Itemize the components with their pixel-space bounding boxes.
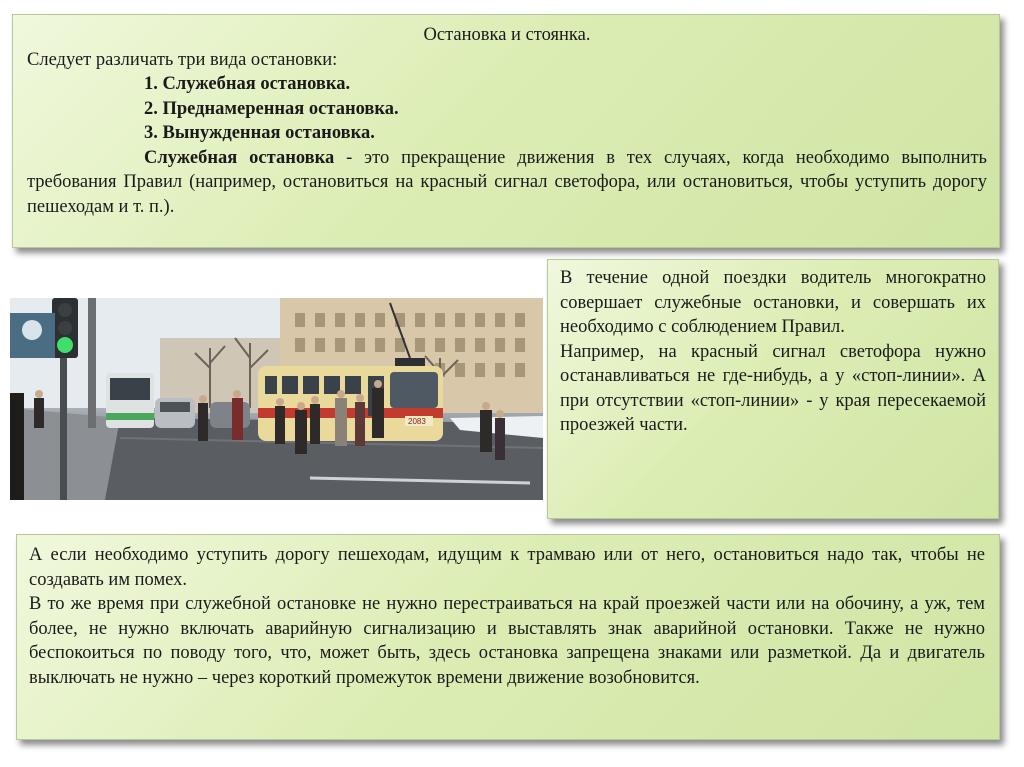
intro-text: Следует различать три вида остановки:: [27, 49, 338, 70]
list-item-2: 2. Преднамеренная остановка.: [144, 98, 399, 119]
bottom-text-box: [16, 534, 1000, 740]
right-paragraph-1: В течение одной поездки водитель многократно совершает служебные остановки, и совершать их необходимо с соблюдением Правил.: [560, 268, 986, 337]
right-text-box: [547, 259, 999, 519]
right-paragraph-2: Например, на красный сигнал светофора нужно останавливаться не где-нибудь, а у «стоп-линии». А при отсутствии «стоп-линии» - у края пересекаемой проезжей части.: [560, 341, 986, 435]
definition-text: - это прекращение движения в тех случаях, когда необходимо выполнить требования Правил (например, остановиться на красный сигнал светофора, или остановиться, чтобы уступить дорогу пешеходам и т. п.).: [27, 147, 987, 217]
tram-number: 2083: [408, 417, 426, 426]
street-tram-photo: [10, 298, 543, 500]
bottom-paragraph-2: В то же время при служебной остановке не нужно перестраиваться на край проезжей части или на обочину, а уж, тем более, не нужно включать аварийную сигнализацию и выставлять знак аварийной остановки. Также не нужно беспокоиться по поводу того, что, может быть, здесь остановка запрещена знаками или разметкой. Да и двигатель выключать не нужно – через короткий промежуток времени движение возобновится.: [29, 594, 985, 688]
list-item-3: 3. Вынужденная остановка.: [144, 123, 375, 143]
definition-paragraph: [27, 146, 987, 220]
list-item-1: 1. Служебная остановка.: [144, 74, 351, 94]
bottom-paragraph-1: А если необходимо уступить дорогу пешеходам, идущим к трамваю или от него, остановиться надо так, чтобы не создавать им помех.: [29, 545, 985, 590]
slide-title: Остановка и стоянка.: [423, 25, 591, 45]
street-scene-illustration: [10, 298, 543, 500]
top-text-box: [12, 14, 1000, 248]
definition-term: Служебная остановка: [144, 147, 335, 168]
